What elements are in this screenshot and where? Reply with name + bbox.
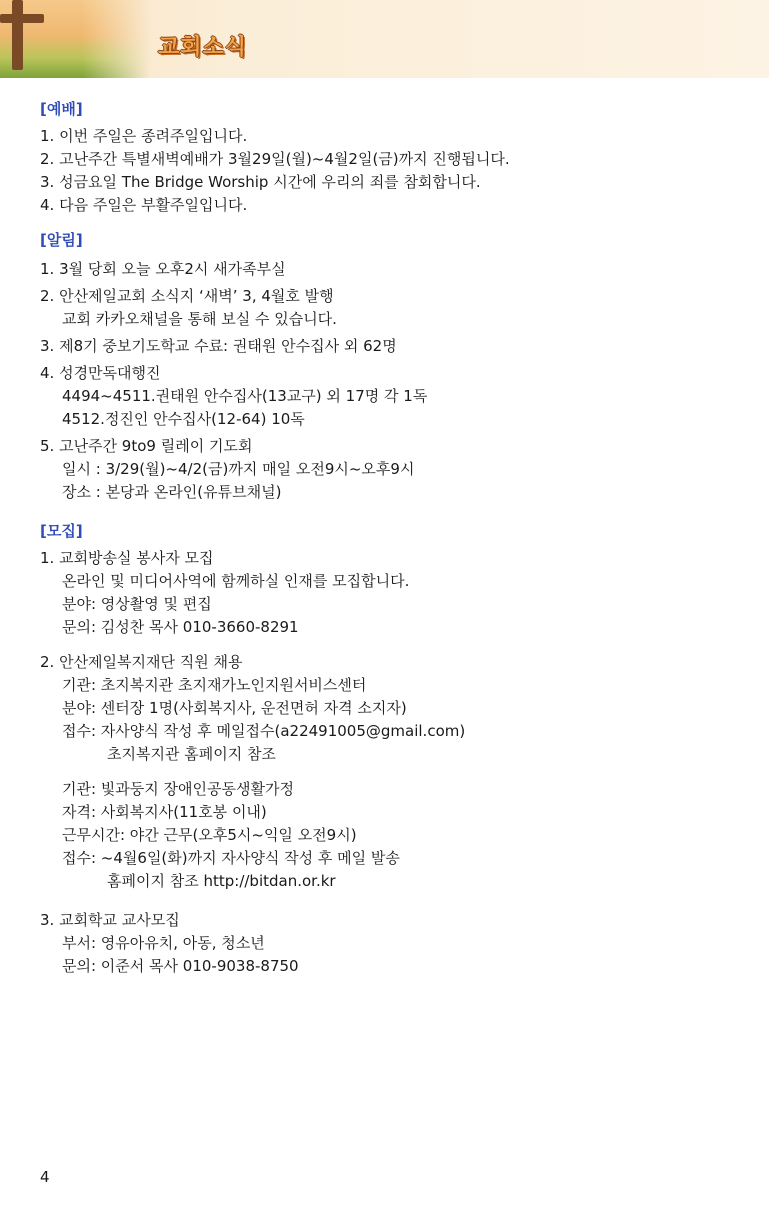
recruit-item: 3. 교회학교 교사모집 xyxy=(40,911,180,929)
recruit-detail: 접수: 자사양식 작성 후 메일접수(a22491005@gmail.com) xyxy=(62,722,466,740)
notice-detail: 일시 : 3/29(월)~4/2(금)까지 매일 오전9시~오후9시 xyxy=(62,460,415,478)
header-cross-image xyxy=(0,0,150,78)
notice-detail: 4512.정진인 안수집사(12-64) 10독 xyxy=(62,410,305,428)
section-title-recruit: [모집] xyxy=(40,522,83,540)
recruit-item: 1. 교회방송실 봉사자 모집 xyxy=(40,549,214,567)
notice-detail: 교회 카카오채널을 통해 보실 수 있습니다. xyxy=(62,310,337,328)
notice-item: 3. 제8기 중보기도학교 수료: 권태원 안수집사 외 62명 xyxy=(40,337,397,355)
news-content xyxy=(40,98,740,978)
notice-item: 4. 성경만독대행진 xyxy=(40,364,161,382)
recruit-detail: 홈페이지 참조 http://bitdan.or.kr xyxy=(107,872,336,890)
recruit-detail: 분야: 센터장 1명(사회복지사, 운전면허 자격 소지자) xyxy=(62,699,407,717)
recruit-detail: 부서: 영유아유치, 아동, 청소년 xyxy=(62,934,265,952)
recruit-item: 2. 안산제일복지재단 직원 채용 xyxy=(40,653,243,671)
recruit-detail: 기관: 초지복지관 초지재가노인지원서비스센터 xyxy=(62,676,367,694)
worship-item: 3. 성금요일 The Bridge Worship 시간에 우리의 죄를 참회합니다. xyxy=(40,173,481,191)
notice-detail: 4494~4511.권태원 안수집사(13교구) 외 17명 각 1독 xyxy=(62,387,428,405)
notice-detail: 장소 : 본당과 온라인(유튜브채널) xyxy=(62,483,282,501)
notice-item: 5. 고난주간 9to9 릴레이 기도회 xyxy=(40,437,253,455)
recruit-detail: 분야: 영상촬영 및 편집 xyxy=(62,595,212,613)
recruit-detail: 문의: 이준서 목사 010-9038-8750 xyxy=(62,957,299,975)
recruit-detail: 온라인 및 미디어사역에 함께하실 인재를 모집합니다. xyxy=(62,572,410,590)
recruit-detail: 기관: 빛과둥지 장애인공동생활가정 xyxy=(62,780,294,798)
recruit-detail: 자격: 사회복지사(11호봉 이내) xyxy=(62,803,267,821)
section-title-worship: [예배] xyxy=(40,100,83,118)
page-title: 교회소식 xyxy=(158,35,248,60)
cross-icon-bar xyxy=(0,14,44,23)
cross-icon xyxy=(12,0,23,70)
worship-item: 2. 고난주간 특별새벽예배가 3월29일(월)~4월2일(금)까지 진행됩니다. xyxy=(40,150,510,168)
recruit-detail: 접수: ~4월6일(화)까지 자사양식 작성 후 메일 발송 xyxy=(62,849,400,867)
notice-item: 1. 3월 당회 오늘 오후2시 새가족부실 xyxy=(40,260,286,278)
notice-item: 2. 안산제일교회 소식지 ‘새벽’ 3, 4월호 발행 xyxy=(40,287,334,305)
recruit-detail: 근무시간: 야간 근무(오후5시~익일 오전9시) xyxy=(62,826,357,844)
worship-item: 1. 이번 주일은 종려주일입니다. xyxy=(40,127,248,145)
recruit-detail: 초지복지관 홈페이지 참조 xyxy=(107,745,276,763)
recruit-detail: 문의: 김성찬 목사 010-3660-8291 xyxy=(62,618,299,636)
page-number: 4 xyxy=(40,1168,50,1186)
worship-item: 4. 다음 주일은 부활주일입니다. xyxy=(40,196,248,214)
page-header xyxy=(0,0,769,78)
section-title-notices: [알림] xyxy=(40,231,83,249)
